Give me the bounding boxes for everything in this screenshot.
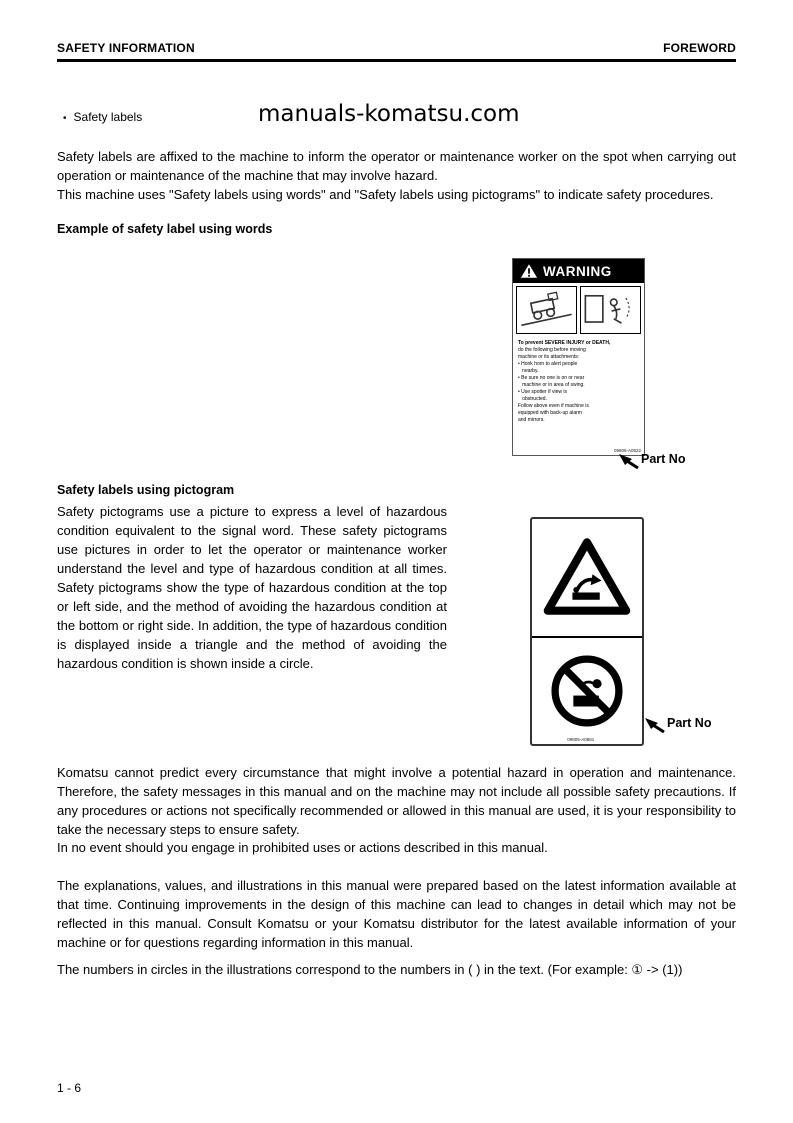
fine-print-line: do the following before moving bbox=[518, 347, 586, 353]
part-no-label: Part No bbox=[641, 452, 686, 466]
part-no-label: Part No bbox=[667, 716, 712, 730]
pictogram-label-example bbox=[530, 517, 644, 746]
part-no-callout-2 bbox=[644, 716, 711, 733]
closing-paragraph-1: Komatsu cannot predict every circumstance that might involve a potential hazard in operation and maintenance. Therefore, the safety messages in this manual and on the machine may not include all possible safety precautions. If any procedures or actions not specifically recommended or allowed in this manual are used, it is your responsibility to take the necessary steps to ensure safety. bbox=[57, 765, 736, 837]
page-number: 1 - 6 bbox=[57, 1081, 82, 1095]
machine-uses-paragraph: This machine uses "Safety labels using words" and "Safety labels using pictograms" to indicate safety procedures. bbox=[57, 187, 714, 202]
header-right-title: FOREWORD bbox=[663, 41, 736, 55]
warning-fine-print bbox=[513, 336, 644, 424]
closing-paragraph-3: The explanations, values, and illustrations in this manual were prepared based on the latest information available at that time. Continuing improvements in the design of this machine can lead to changes in detail which may not be reflected in this manual. Consult Komatsu or your Komatsu distributor for the latest available information of your machine or for questions regarding information in this manual. bbox=[57, 878, 736, 950]
warning-label-header bbox=[513, 259, 644, 283]
example-words-heading: Example of safety label using words bbox=[57, 222, 273, 236]
part-no-arrow-icon bbox=[644, 717, 666, 733]
safety-labels-title: Safety labels bbox=[73, 110, 143, 124]
fine-print-line: • Be sure no one is on or near bbox=[518, 375, 585, 381]
closing-paragraph-4: The numbers in circles in the illustrations correspond to the numbers in ( ) in the text. (For example: ① -> (1)) bbox=[57, 962, 683, 977]
bullet-dot: • bbox=[63, 113, 67, 124]
prohibition-circle-pictogram bbox=[532, 636, 642, 744]
header-rule bbox=[57, 59, 736, 62]
safety-labels-bullet-title bbox=[63, 110, 142, 124]
watermark-text: manuals-komatsu.com bbox=[258, 101, 520, 127]
intro-paragraph: Safety labels are affixed to the machine to inform the operator or maintenance worker on the spot when carrying out operation or maintenance of the machine that may involve hazard. bbox=[57, 149, 736, 183]
fine-print-line: • Honk horn to alert people bbox=[518, 361, 578, 367]
fine-print-line: and mirrors. bbox=[518, 417, 545, 423]
warning-label-pictograms bbox=[513, 283, 644, 336]
fine-print-line: nearby. bbox=[518, 368, 539, 374]
warning-label-example bbox=[512, 258, 645, 456]
part-no-callout-1 bbox=[618, 452, 685, 469]
pictogram-paragraph: Safety pictograms use a picture to express a level of hazardous condition equivalent to the signal word. These safety pictograms use pictures in order to let the operator or maintenance worker understand the level and type of hazardous condition at all times. Safety pictograms show the type of hazardous condition at the top or left side, and the method of avoiding the hazardous condition at the bottom or right side. In addition, the type of hazardous condition is displayed inside a triangle and the method of avoiding the hazardous condition is shown inside a circle. bbox=[57, 504, 447, 671]
signal-word: WARNING bbox=[543, 263, 612, 279]
closing-paragraph-2: In no event should you engage in prohibited uses or actions described in this manual. bbox=[57, 840, 548, 855]
warning-triangle-icon bbox=[520, 263, 538, 279]
fine-print-line: machine or its attachments: bbox=[518, 354, 580, 360]
label-part-code: 09805-A0881 bbox=[567, 737, 595, 742]
fine-print-line: obstructed. bbox=[518, 396, 547, 402]
header-left-title: SAFETY INFORMATION bbox=[57, 41, 195, 55]
page-header bbox=[57, 41, 736, 55]
tipping-machine-pictogram bbox=[516, 286, 577, 334]
pictogram-heading: Safety labels using pictogram bbox=[57, 483, 235, 497]
fine-print-line: equipped with back-up alarm bbox=[518, 410, 582, 416]
falling-person-pictogram bbox=[580, 286, 641, 334]
part-no-arrow-icon bbox=[618, 453, 640, 469]
fine-print-line: • Use spotter if view is bbox=[518, 389, 567, 395]
fine-print-line: Follow above even if machine is bbox=[518, 403, 589, 409]
fine-print-line: machine or in area of swing. bbox=[518, 382, 585, 388]
label-part-code: 09805-A0522 bbox=[613, 448, 641, 453]
fine-print-line: To prevent SEVERE INJURY or DEATH, bbox=[518, 340, 611, 346]
hazard-triangle-pictogram bbox=[532, 519, 642, 636]
